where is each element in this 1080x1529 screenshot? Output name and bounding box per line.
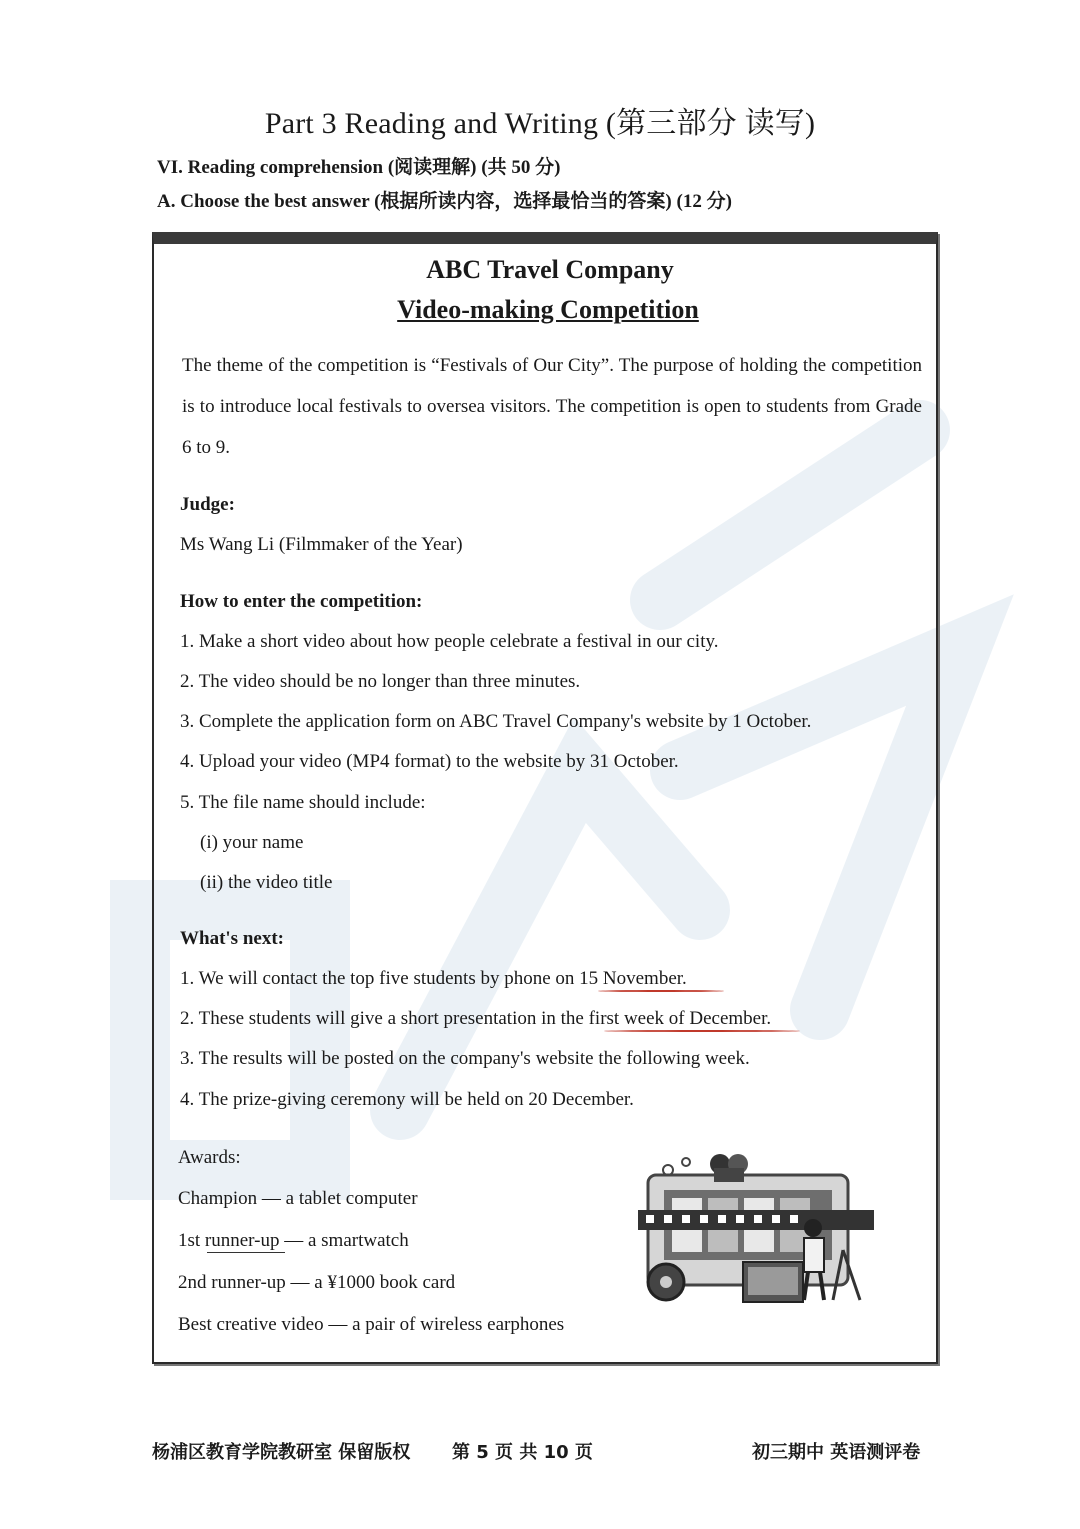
list-item: 4. Upload your video (MP4 format) to the website by 31 October. xyxy=(180,751,679,772)
list-subitem: (i) your name xyxy=(200,832,304,853)
list-item: 2. These students will give a short presentation in the first week of December. xyxy=(180,1008,772,1029)
list-item: 3. The results will be posted on the company's website the following week. xyxy=(180,1048,750,1069)
footer-copyright: 杨浦区教育学院教研室 保留版权 xyxy=(152,1442,411,1463)
pencil-underline xyxy=(207,1252,285,1253)
award-item: Best creative video — a pair of wireless earphones xyxy=(178,1314,565,1335)
list-subitem: (ii) the video title xyxy=(200,872,333,893)
list-item: 5. The file name should include: xyxy=(180,792,426,813)
handwritten-underline xyxy=(604,1030,800,1032)
next-heading: What's next: xyxy=(180,928,284,949)
list-item: 3. Complete the application form on ABC Travel Company's website by 1 October. xyxy=(180,711,812,732)
part-title: Part 3 Reading and Writing (第三部分 读写) xyxy=(264,107,816,140)
section-heading: VI. Reading comprehension (阅读理解) (共 50 分) xyxy=(157,157,561,178)
list-item: 4. The prize-giving ceremony will be held on 20 December. xyxy=(180,1089,634,1110)
section-instruction: A. Choose the best answer (根据所读内容，选择最恰当的答案) (12 分) xyxy=(157,191,732,212)
video-making-illustration xyxy=(638,1150,874,1310)
handwritten-underline xyxy=(598,990,724,992)
page-number: 第 5 页 共 10 页 xyxy=(452,1442,593,1463)
judge-name: Ms Wang Li (Filmmaker of the Year) xyxy=(180,534,463,555)
award-item: 1st runner-up — a smartwatch xyxy=(178,1230,409,1251)
how-heading: How to enter the competition: xyxy=(180,591,423,612)
awards-heading: Awards: xyxy=(178,1147,241,1168)
competition-title: Video-making Competition xyxy=(397,295,699,324)
award-item: 2nd runner-up — a ¥1000 book card xyxy=(178,1272,456,1293)
list-item: 2. The video should be no longer than three minutes. xyxy=(180,671,581,692)
list-item: 1. Make a short video about how people celebrate a festival in our city. xyxy=(180,631,719,652)
judge-heading: Judge: xyxy=(180,494,235,515)
company-name: ABC Travel Company xyxy=(426,255,674,284)
footer-exam-title: 初三期中 英语测评卷 xyxy=(752,1442,921,1463)
award-item: Champion — a tablet computer xyxy=(178,1188,418,1209)
intro-paragraph: The theme of the competition is “Festivals of Our City”. The purpose of holding the competition is to introduce local festivals to oversea visitors. The competition is open to students from Grade 6 to 9. xyxy=(182,355,922,458)
list-item: 1. We will contact the top five students by phone on 15 November. xyxy=(180,968,687,989)
